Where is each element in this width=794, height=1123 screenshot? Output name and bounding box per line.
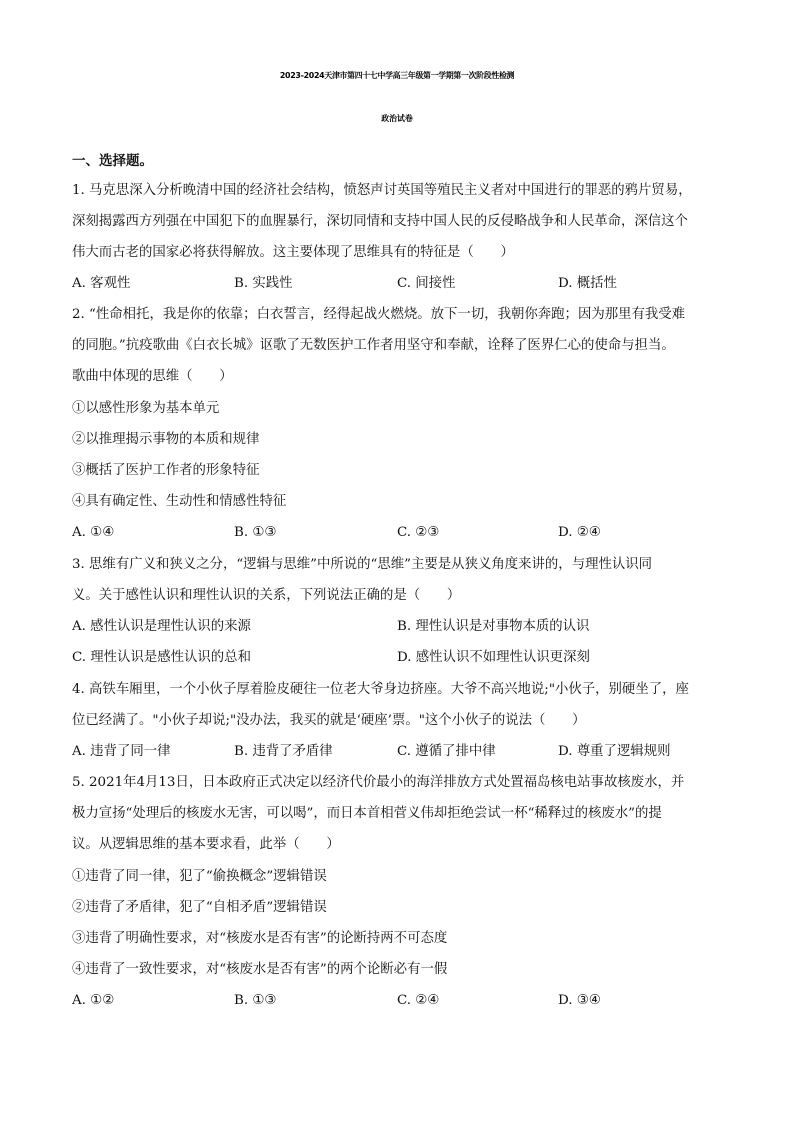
question-2-line-1: 2. “性命相托，我是你的依靠；白衣誓言，经得起战火燃烧。放下一切，我朝你奔跑；因为那里有我受难 xyxy=(72,307,686,322)
question-5-option-b: B. ①③ xyxy=(234,993,277,1008)
question-4-option-c: C. 遵循了排中律 xyxy=(397,744,496,759)
question-2-statement-2: ②以推理揭示事物的本质和规律 xyxy=(72,432,260,447)
question-3-option-c: C. 理性认识是感性认识的总和 xyxy=(72,650,251,665)
question-3-line-1: 3. 思维有广义和狭义之分，“逻辑与思维”中所说的“思维”主要是从狭义角度来讲的，与理性认识同 xyxy=(72,557,653,572)
question-5-statement-1: ①违背了同一律，犯了“偷换概念”逻辑错误 xyxy=(72,869,327,884)
question-5-statement-3: ③违背了明确性要求，对“核废水是否有害”的论断持两不可态度 xyxy=(72,931,448,946)
question-2-statement-1: ①以感性形象为基本单元 xyxy=(72,401,220,416)
question-4-line-1: 4. 高铁车厢里，一个小伙子厚着脸皮硬往一位老大爷身边挤座。大爷不高兴地说;"小伙子，别硬坐了，座 xyxy=(72,682,689,697)
exam-subject: 政治试卷 xyxy=(381,114,413,123)
question-2-line-3: 歌曲中体现的思维（ ） xyxy=(72,369,233,384)
question-1-line-3: 伟大而古老的国家必将获得解放。这主要体现了思维具有的特征是（ ） xyxy=(72,245,514,260)
question-1-option-a: A. 客观性 xyxy=(72,276,131,291)
question-5-option-c: C. ②④ xyxy=(397,993,440,1008)
question-1-line-2: 深刻揭露西方列强在中国犯下的血腥暴行，深切同情和支持中国人民的反侵略战争和人民革命，深信这个 xyxy=(72,214,688,229)
question-5-option-d: D. ③④ xyxy=(558,993,601,1008)
question-1-line-1: 1. 马克思深入分析晚清中国的经济社会结构，愤怒声讨英国等殖民主义者对中国进行的罪恶的鸦片贸易， xyxy=(72,183,692,198)
question-3-option-a: A. 感性认识是理性认识的来源 xyxy=(72,619,251,634)
question-1-option-d: D. 概括性 xyxy=(558,276,617,291)
question-2-line-2: 的同胞。”抗疫歌曲《白衣长城》讴歌了无数医护工作者用坚守和奉献，诠释了医界仁心的使命与担当。 xyxy=(72,338,675,353)
exam-title: 2023-2024天津市第四十七中学高三年级第一学期第一次阶段性检测 xyxy=(279,71,515,80)
question-4-option-a: A. 违背了同一律 xyxy=(72,744,171,759)
question-2-option-c: C. ②③ xyxy=(397,525,440,540)
question-4-line-2: 位已经满了。"小伙子却说;"没办法，我买的就是‘硬座’票。"这个小伙子的说法（ ） xyxy=(72,713,586,728)
question-4-option-b: B. 违背了矛盾律 xyxy=(234,744,333,759)
question-5-statement-4: ④违背了一致性要求，对“核废水是否有害”的两个论断必有一假 xyxy=(72,962,448,977)
question-1-option-c: C. 间接性 xyxy=(397,276,456,291)
question-5-statement-2: ②违背了矛盾律，犯了“自相矛盾”逻辑错误 xyxy=(72,900,327,915)
question-5-line-1: 5. 2021年4月13日，日本政府正式决定以经济代价最小的海洋排放方式处置福岛核电站事故核废水，并 xyxy=(72,775,685,790)
question-5-line-2: 极力宣扬“处理后的核废水无害，可以喝”，而日本首相菅义伟却拒绝尝试一杯“稀释过的核废水”的提 xyxy=(72,806,662,821)
question-3-option-b: B. 理性认识是对事物本质的认识 xyxy=(397,619,590,634)
question-3-line-2: 义。关于感性认识和理性认识的关系，下列说法正确的是（ ） xyxy=(72,588,461,603)
question-5-option-a: A. ①② xyxy=(72,993,115,1008)
question-2-statement-3: ③概括了医护工作者的形象特征 xyxy=(72,463,260,478)
question-2-statement-4: ④具有确定性、生动性和情感性特征 xyxy=(72,494,287,509)
question-2-option-d: D. ②④ xyxy=(558,525,601,540)
question-1-option-b: B. 实践性 xyxy=(234,276,293,291)
section-heading: 一、选择题。 xyxy=(72,153,153,169)
question-2-option-b: B. ①③ xyxy=(234,525,277,540)
question-4-option-d: D. 尊重了逻辑规则 xyxy=(558,744,671,759)
question-5-line-3: 议。从逻辑思维的基本要求看，此举（ ） xyxy=(72,837,340,852)
question-2-option-a: A. ①④ xyxy=(72,525,115,540)
question-3-option-d: D. 感性认识不如理性认识更深刻 xyxy=(397,650,590,665)
